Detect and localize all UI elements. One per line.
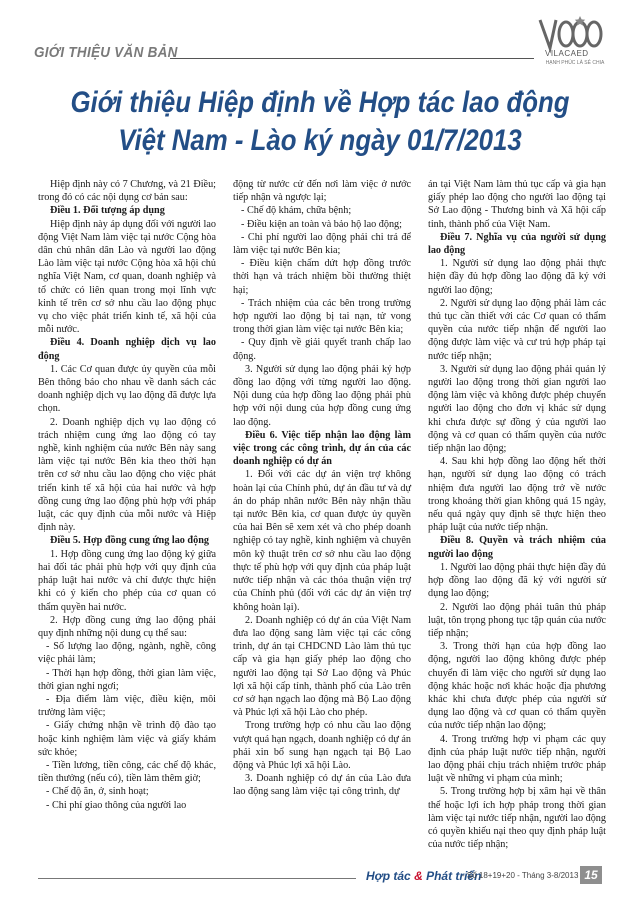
paragraph: động từ nước cử đến nơi làm việc ở nước tiếp nhận và ngược lại; [233, 179, 411, 204]
article-heading: Điều 1. Đối tượng áp dụng [50, 205, 165, 217]
paragraph: 1. Người lao động phải thực hiện đầy đủ hợp đồng lao động đã ký với người sử dụng lao động; [428, 561, 606, 600]
paragraph: 1. Các Cơ quan được ủy quyền của mỗi Bên thông báo cho nhau về danh sách các doanh nghiệp dịch vụ lao động đã được lựa chọn. [38, 363, 216, 415]
paragraph: 1. Đối với các dự án viện trợ không hoàn lại của Chính phủ, dự án đầu tư và dự án do pháp nhân nước Bên này nhận thầu tại nước Bên kia, cơ quan được ủy quyền của hai Bên sẽ xem xét và cho phép doanh nghiệp có tay nghề, kinh nghiệm và chuyên môn kỹ thuật trên cơ sở nhu cầu lao động thực tế phù hợp với quy định của pháp luật nước tiếp nhận và các thỏa thuận viện trợ của Chính phủ (đối với các dự án viện trợ không hoàn lại). [233, 469, 411, 613]
article-heading: Điều 4. Doanh nghiệp dịch vụ lao động [38, 337, 216, 362]
header-divider [170, 58, 534, 59]
paragraph: 2. Người lao động phải tuân thủ pháp luật, tôn trọng phong tục tập quán của nước tiếp nhận; [428, 601, 606, 639]
paragraph: 4. Trong trường hợp vi phạm các quy định của pháp luật nước tiếp nhận, người lao động phải chịu trách nhiệm trước pháp luật về những vi phạm của mình; [428, 733, 606, 785]
list-item: - Chế độ khám, chữa bệnh; [241, 205, 352, 217]
paragraph: Hiệp định này áp dụng đối với người lao động Việt Nam làm việc tại nước Cộng hòa dân chủ nhân dân Lào và người lao động Lào làm việc tại nước Cộng hòa xã hội chủ nghĩa Việt Nam, cơ quan, doanh nghiệp và tổ chức có liên quan trong mọi lĩnh vực kinh tế trên cơ sở nhu cầu lao động phục vụ cho việc phát triển kinh tế, xã hội của mỗi nước. [38, 218, 216, 336]
list-item: - Trách nhiệm của các bên trong trường hợp người lao động bị tai nạn, tử vong trong thời gian làm việc tại nước Bên kia; [233, 297, 411, 336]
paragraph: 3. Người sử dụng lao động phải quản lý người lao động trong thời gian người lao động làm việc và không được phép chuyển người lao động cho đơn vị khác sử dụng khi chưa được sự đồng ý của người lao động và cơ quan có thẩm quyền của nước tiếp nhận lao động; [428, 363, 606, 455]
page-header [0, 0, 638, 80]
magazine-name-part1: Hợp tác [366, 869, 411, 883]
issue-info: - Số 18+19+20 - Tháng 3-8/2013 [462, 871, 579, 880]
list-item: - Chi phí người lao động phải chi trả để làm việc tại nước Bên kia; [233, 231, 411, 257]
paragraph: 2. Doanh nghiệp có dự án của Việt Nam đưa lao động sang làm việc tại các công trình, dự án tại CHDCND Lào làm thủ tục cấp và gia hạn giấy phép lao động cho người lao động tại Sở Lao động và Phúc lợi xã hội cấp tỉnh, thành phố của Lào trên cơ sở hạn ngạch lao động mà Bộ Lao động và Phúc lợi xã hội Lào cho phép. [233, 614, 411, 719]
article-heading: Điều 8. Quyền và trách nhiệm của người lao động [428, 535, 606, 560]
article-heading: Điều 6. Việc tiếp nhận lao động làm việc trong các công trình, dự án của các doanh nghiệp có dự án [233, 429, 411, 468]
article-heading: Điều 5. Hợp đồng cung ứng lao động [50, 535, 209, 547]
article-body [38, 178, 606, 868]
paragraph: 3. Doanh nghiệp có dự án của Lào đưa lao động sang làm việc tại công trình, dự [233, 773, 411, 798]
footer-divider [38, 878, 356, 879]
list-item: - Điều kiện an toàn và bảo hộ lao động; [241, 218, 402, 230]
page-number: 15 [580, 866, 602, 884]
section-label: GIỚI THIỆU VĂN BẢN [34, 44, 178, 61]
page-footer [0, 864, 638, 888]
list-item: - Chế độ ăn, ở, sinh hoạt; [46, 786, 149, 798]
logo-tagline: HẠNH PHÚC LÀ SẺ CHIA [545, 60, 605, 66]
list-item: - Chi phí giao thông của người lao [46, 799, 187, 811]
paragraph: 3. Trong thời hạn của hợp đồng lao động, người lao động không được phép chuyển đi làm việc cho người sử dụng lao động khác hoặc nơi khác hoặc địa phương khác khi chưa được phép của người sử dụng lao động và cơ quan có thẩm quyền của nước tiếp nhận lao động; [428, 641, 606, 732]
list-item: - Thời hạn hợp đồng, thời gian làm việc, thời gian nghỉ ngơi; [38, 667, 216, 692]
paragraph: 2. Doanh nghiệp dịch vụ lao động có trách nhiệm cung ứng lao động có tay nghề, kinh nghiệm của nước Bên này sang làm việc tại nước Bên kia theo thời hạn trên cơ sở nhu cầu lao động cho việc phát triển kinh tế xã hội của hai nước và hợp đồng cung ứng lao động phù hợp với pháp luật, các quy định của mỗi nước và Hiệp định này. [38, 416, 216, 534]
article-heading: Điều 7. Nghĩa vụ của người sử dụng lao động [428, 231, 606, 257]
title-line-2: Việt Nam - Lào ký ngày 01/7/2013 [118, 124, 522, 157]
paragraph: Hiệp định này có 7 Chương, và 21 Điều; trong đó có các nội dụng cơ bản sau: [38, 179, 216, 204]
list-item: - Số lượng lao động, ngành, nghề, công việc phải làm; [38, 641, 216, 666]
list-item: - Tiền lương, tiền công, các chế độ khác, tiền thưởng (nếu có), tiền làm thêm giờ; [38, 759, 216, 785]
text-column-3 [428, 178, 606, 851]
list-item: - Giấy chứng nhận về trình độ đào tạo hoặc kinh nghiệm làm việc và giấy khám sức khỏe; [38, 720, 216, 758]
paragraph: 5. Trong trường hợp bị xâm hại về thân thể hoặc lợi ích hợp pháp trong thời gian làm việc tại nước tiếp nhận, người lao động có quyền khiếu nại theo quy định pháp luật của nước tiếp nhận; [428, 786, 606, 851]
list-item: - Quy định về giải quyết tranh chấp lao động. [233, 337, 411, 362]
paragraph: 1. Người sử dụng lao động phải thực hiện đầy đủ hợp đồng lao động đã ký với người lao động; [428, 258, 606, 296]
logo-wordmark: VILACAED [545, 49, 589, 58]
paragraph: 2. Hợp đồng cung ứng lao động phải quy định những nội dung cụ thể sau: [38, 614, 216, 639]
list-item: - Điều kiện chấm dứt hợp đồng trước thời hạn và trách nhiệm bồi thường thiệt hại; [233, 258, 411, 296]
paragraph: án tại Việt Nam làm thủ tục cấp và gia hạn giấy phép lao động cho người lao động tại Sở Lao động - Thương binh và Xã hội cấp tỉnh, thành phố của Việt Nam. [428, 179, 606, 230]
paragraph: 2. Người sử dụng lao động phải làm các thủ tục cần thiết với các Cơ quan có thẩm quyền của nước tiếp nhận để người lao động được làm việc và cư trú hợp pháp tại nước tiếp nhận; [428, 297, 606, 362]
magazine-name-part2: Phát triển [426, 869, 482, 883]
list-item: - Địa điểm làm việc, điều kiện, môi trường làm việc; [38, 693, 216, 719]
magazine-name-ampersand: & [414, 869, 423, 883]
paragraph: 1. Hợp đồng cung ứng lao động ký giữa hai đối tác phải phù hợp với quy định của pháp luật hai nước và chỉ được thực hiện khi có ý kiến cho phép của cơ quan có thẩm quyền hai nước. [38, 548, 216, 613]
text-column-1 [38, 178, 216, 812]
paragraph: 3. Người sử dụng lao động phải ký hợp đồng lao động với từng người lao động. Nội dung của hợp đồng lao động phải phù hợp với nội dung của hợp đồng cung ứng lao động. [233, 363, 411, 428]
paragraph: Trong trường hợp có nhu cầu lao động vượt quá hạn ngạch, doanh nghiệp có dự án phải xin bổ sung hạn ngạch tại Bộ Lao động và Phúc lợi xã hội Lào. [233, 720, 411, 771]
title-line-1: Giới thiệu Hiệp định về Hợp tác lao động [70, 86, 570, 119]
article-title [20, 84, 620, 160]
paragraph: 4. Sau khi hợp đồng lao động hết thời hạn, người sử dụng lao động có trách nhiệm đưa người lao động trở về nước trong khoảng thời gian không quá 15 ngày, nếu quá ngày quy định sẽ thực hiện theo pháp luật của nước tiếp nhận. [428, 456, 606, 534]
text-column-2 [233, 178, 411, 799]
